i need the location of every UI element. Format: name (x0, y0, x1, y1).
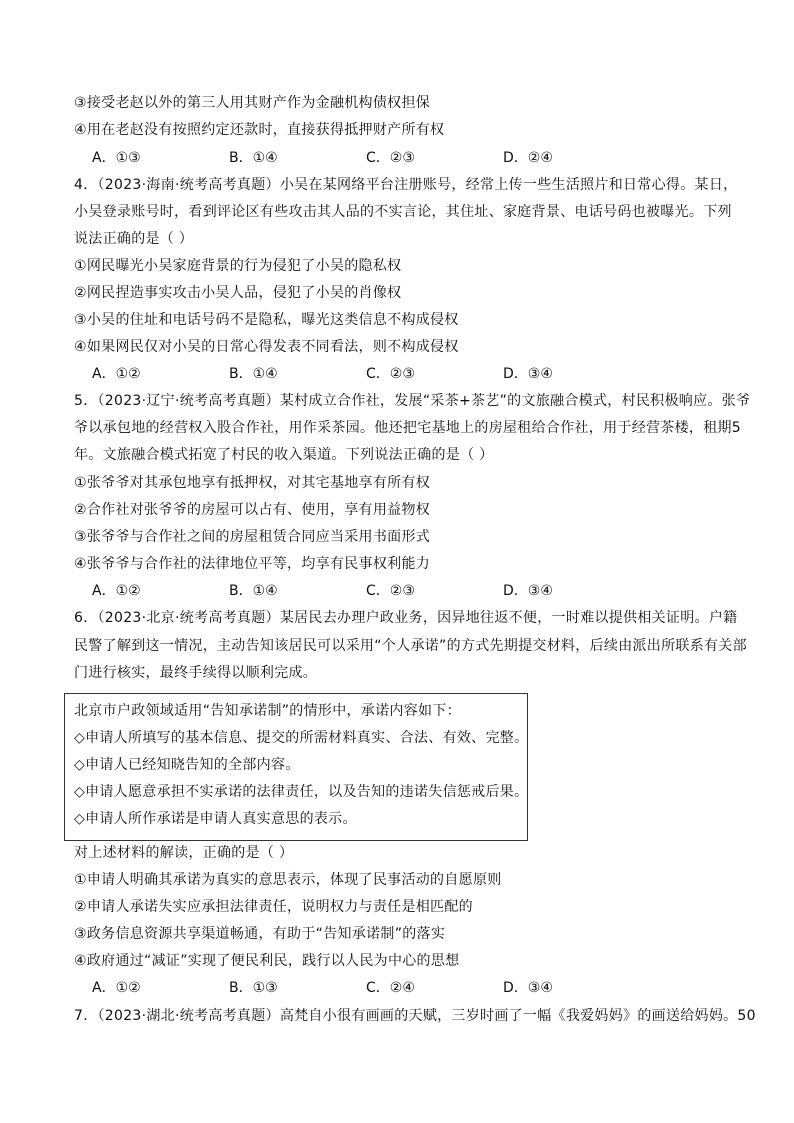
choice-c: C．②③ (366, 583, 415, 599)
choice-a: A．①② (92, 366, 141, 382)
question-5-stem: 5．（2023·辽宁·统考高考真题）某村成立合作社，发展“采茶+茶艺”的文旅融合模式，村民积极响应。张爷 (74, 393, 751, 409)
question-6-stem: 民警了解到这一情况，主动告知该居民可以采用“个人承诺”的方式先期提交材料，后续由派出所联系有关部 (74, 638, 747, 654)
choice-d: D．③④ (503, 366, 553, 382)
question-7-stem: 7．（2023·湖北·统考高考真题）高梵自小很有画画的天赋，三岁时画了一幅《我爱妈妈》的画送给妈妈。50 (74, 1008, 756, 1024)
choice-b: B．①④ (229, 583, 278, 599)
option-statement: ③张爷爷与合作社之间的房屋租赁合同应当采用书面形式 (74, 529, 431, 545)
question-4-stem: 4．（2023·海南·统考高考真题）小吴在某网络平台注册账号，经常上传一些生活照片和日常心得。某日， (74, 177, 738, 193)
choice-b: B．①④ (229, 150, 278, 166)
choice-d: D．②④ (503, 150, 553, 166)
answer-choices-q4 (92, 364, 722, 384)
choice-a: A．①③ (92, 150, 141, 166)
material-box-item: ◇申请人愿意承担不实承诺的法律责任，以及告知的违诺失信惩戒后果。 (74, 784, 529, 800)
answer-choices-q6 (92, 978, 722, 998)
question-6-prompt: 对上述材料的解读，正确的是（ ） (74, 845, 294, 861)
option-statement: ④如果网民仅对小吴的日常心得发表不同看法，则不构成侵权 (74, 339, 459, 355)
material-box-item: ◇申请人所作承诺是申请人真实意思的表示。 (74, 811, 357, 827)
option-statement: ③接受老赵以外的第三人用其财产作为金融机构债权担保 (74, 95, 431, 111)
material-box-item: ◇申请人所填写的基本信息、提交的所需材料真实、合法、有效、完整。 (74, 730, 529, 746)
option-statement: ①张爷爷对其承包地享有抵押权，对其宅基地享有所有权 (74, 475, 431, 491)
option-statement: ①网民曝光小吴家庭背景的行为侵犯了小吴的隐私权 (74, 258, 402, 274)
answer-choices-q3 (92, 148, 722, 168)
choice-d: D．③④ (503, 980, 553, 996)
material-box-title: 北京市户政领域适用“告知承诺制”的情形中，承诺内容如下： (74, 703, 461, 719)
choice-c: C．②④ (366, 980, 415, 996)
choice-a: A．①② (92, 980, 141, 996)
option-statement: ④政府通过“减证”实现了便民利民，践行以人民为中心的思想 (74, 953, 460, 969)
choice-b: B．①③ (229, 980, 278, 996)
material-box-item: ◇申请人已经知晓告知的全部内容。 (74, 757, 300, 773)
option-statement: ②网民捏造事实攻击小吴人品，侵犯了小吴的肖像权 (74, 285, 402, 301)
option-statement: ④张爷爷与合作社的法律地位平等，均享有民事权利能力 (74, 556, 431, 572)
question-4-stem: 说法正确的是（ ） (74, 231, 194, 247)
question-6-stem: 6．（2023·北京·统考高考真题）某居民去办理户政业务，因异地往返不便，一时难以提供相关证明。户籍 (74, 610, 738, 626)
option-statement: ①申请人明确其承诺为真实的意思表示，体现了民事活动的自愿原则 (74, 872, 502, 888)
option-statement: ②申请人承诺失实应承担法律责任，说明权力与责任是相匹配的 (74, 899, 473, 915)
option-statement: ③政务信息资源共享渠道畅通，有助于“告知承诺制”的落实 (74, 926, 446, 942)
question-6-stem: 门进行核实，最终手续得以顺利完成。 (74, 665, 318, 681)
option-statement: ④用在老赵没有按照约定还款时，直接获得抵押财产所有权 (74, 122, 445, 138)
choice-a: A．①② (92, 583, 141, 599)
option-statement: ③小吴的住址和电话号码不是隐私，曝光这类信息不构成侵权 (74, 312, 459, 328)
question-4-stem: 小吴登录账号时，看到评论区有些攻击其人品的不实言论，其住址、家庭背景、电话号码也被曝光。下列 (74, 204, 732, 220)
choice-c: C．②③ (366, 366, 415, 382)
option-statement: ②合作社对张爷爷的房屋可以占有、使用，享有用益物权 (74, 502, 431, 518)
choice-c: C．②③ (366, 150, 415, 166)
question-5-stem: 爷以承包地的经营权入股合作社，用作采茶园。他还把宅基地上的房屋租给合作社，用于经营茶楼，租期5 (74, 420, 742, 436)
answer-choices-q5 (92, 581, 722, 601)
question-5-stem: 年。文旅融合模式拓宽了村民的收入渠道。下列说法正确的是（ ） (74, 447, 494, 463)
material-box (64, 693, 528, 841)
choice-b: B．①④ (229, 366, 278, 382)
choice-d: D．③④ (503, 583, 553, 599)
